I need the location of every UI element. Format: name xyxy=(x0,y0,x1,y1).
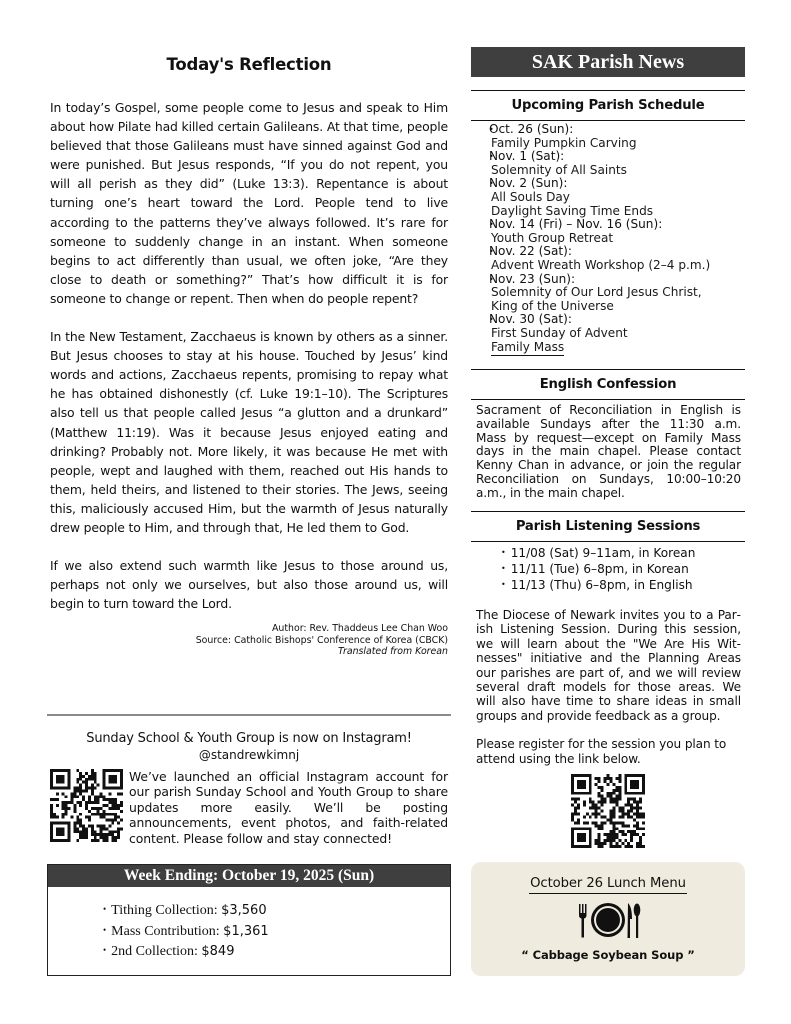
schedule-item xyxy=(479,177,745,218)
schedule-item xyxy=(479,150,745,177)
schedule-desc: First Sunday of Advent xyxy=(491,325,628,340)
instagram-announcement xyxy=(50,731,448,846)
schedule-date: • Nov. 30 (Sat): xyxy=(489,312,572,327)
lunch-menu-card xyxy=(471,862,745,976)
schedule-list xyxy=(479,123,745,356)
collection-amount: $849 xyxy=(201,944,235,959)
instagram-body: We’ve launched an official Instagram account for our parish Sunday School and Youth Group to share updates more easily. We’ll be posting announcements, event photos, and faith-related content. Please follow and stay connected! xyxy=(129,769,448,846)
schedule-date: • Nov. 1 (Sat): xyxy=(489,149,565,164)
schedule-date: • Nov. 14 (Fri) – Nov. 16 (Sun): xyxy=(489,217,663,232)
schedule-heading: Upcoming Parish Schedule xyxy=(471,90,745,121)
parish-news xyxy=(471,47,745,848)
listening-description: The Diocese of Newark invites you to a Parish Listening Session. During this session, we will learn about the "We Are His Witnesses" initiative and the Planning Areas our parishes are part of, and we will review several draft models for those areas. We will also have time to share ideas in small groups and provide feedback as a group. xyxy=(476,607,741,723)
plate-fork-knife-spoon-icon xyxy=(573,900,643,940)
session-item: • 11/11 (Tue) 6–8pm, in Korean xyxy=(501,562,745,578)
schedule-date: • Nov. 22 (Sat): xyxy=(489,244,572,259)
qr-code-icon[interactable] xyxy=(50,769,123,842)
collections-list xyxy=(103,901,450,963)
schedule-desc: Family Mass xyxy=(491,341,564,357)
collection-label: 2nd Collection: xyxy=(111,944,198,959)
instagram-handle[interactable]: @standrewkimnj xyxy=(198,748,300,762)
schedule-item xyxy=(479,273,745,314)
schedule-desc: Solemnity of All Saints xyxy=(491,162,627,177)
collection-amount: $3,560 xyxy=(221,903,267,918)
reflection-section xyxy=(50,55,448,658)
collection-item xyxy=(103,942,450,963)
schedule-desc: Daylight Saving Time Ends xyxy=(491,203,654,218)
source-line: Source: Catholic Bishops' Conference of Korea (CBCK) xyxy=(195,634,448,646)
collection-item xyxy=(103,901,450,922)
collection-label: Tithing Collection: xyxy=(111,903,218,918)
lunch-menu-title: October 26 Lunch Menu xyxy=(529,876,687,894)
listening-heading: Parish Listening Sessions xyxy=(471,511,745,542)
qr-code-icon[interactable] xyxy=(571,774,645,848)
schedule-desc: Solemnity of Our Lord Jesus Christ, xyxy=(491,285,702,300)
collections-box xyxy=(47,864,451,976)
author-line: Author: Rev. Thaddeus Lee Chan Woo xyxy=(272,623,448,635)
schedule-date: • Nov. 2 (Sun): xyxy=(489,176,568,191)
collection-amount: $1,361 xyxy=(223,923,269,939)
reflection-paragraph: In the New Testament, Zacchaeus is known by others as a sinner. But Jesus chooses to stay at his house. Touched by Jesus’ kind words and actions, Zacchaeus repents, promising to repay what he has obtained dishonestly (cf. Luke 19:1–10). The Scriptures also tell us that people called Jesus “a glutton and a drunkard” (Matthew 11:19). Was it because Jesus enjoyed eating and drinking? Probably not. More likely, it was because He met with people, wept and laughed with them, reached out His hands to them, held theirs, and listened to their stories. The Jews, seeing this, maliciously accused Him, but the warmth of Jesus naturally drew people to Him, and through that, He led them to God. xyxy=(50,329,448,535)
session-item: • 11/13 (Thu) 6–8pm, in English xyxy=(501,578,745,594)
instagram-title: Sunday School & Youth Group is now on Instagram! xyxy=(86,731,412,746)
listening-sessions xyxy=(501,546,745,595)
translation-note: Translated from Korean xyxy=(337,646,448,658)
schedule-item xyxy=(479,218,745,245)
reflection-paragraph: If we also extend such warmth like Jesus to those around us, perhaps not only we ourselves, but also those around us, will begin to turn toward the Lord. xyxy=(50,558,448,612)
schedule-date: • Nov. 23 (Sun): xyxy=(489,271,576,286)
collections-header: Week Ending: October 19, 2025 (Sun) xyxy=(48,865,450,887)
schedule-desc: King of the Universe xyxy=(491,298,614,313)
confession-text: Sacrament of Reconciliation in English is available Sundays after the 11:30 a.m. Mass by request—except on Family Mass days in the main chapel. Please contact Kenny Chan in advance, or join the regular Reconciliation on Sundays, 10:00–10:20 a.m., in the main chapel. xyxy=(476,403,741,500)
reflection-title: Today's Reflection xyxy=(166,55,332,74)
schedule-desc: All Souls Day xyxy=(491,189,570,204)
schedule-date: • Oct. 26 (Sun): xyxy=(489,122,574,136)
listening-register-note: Please register for the session you plan to attend using the link below. xyxy=(476,737,727,766)
schedule-item xyxy=(479,245,745,272)
reflection-paragraph: In today’s Gospel, some people come to Jesus and speak to Him about how Pilate had killed certain Galileans. At that time, people believed that those Galileans must have sinned against God and were punished. But Jesus responds, “If you do not repent, you will all perish as they did” (Luke 13:3). Repentance is about turning one’s heart toward the Lord. People tend to live according to the patterns they’ve always followed. It’s rare for someone to suddenly change in an instant. When someone begins to act differently than usual, we often joke, “Are they close to death or something?” That’s how difficult it is for someone to change or repent. Then when do people repent? xyxy=(50,100,448,306)
schedule-desc: Advent Wreath Workshop (2–4 p.m.) xyxy=(491,257,711,272)
parish-news-title: SAK Parish News xyxy=(471,47,745,77)
collection-item xyxy=(103,922,450,943)
schedule-desc: Family Pumpkin Carving xyxy=(491,135,637,150)
schedule-desc: Youth Group Retreat xyxy=(491,230,614,245)
confession-heading: English Confession xyxy=(471,369,745,400)
section-divider xyxy=(47,714,451,716)
schedule-item xyxy=(479,313,745,356)
collection-label: Mass Contribution: xyxy=(111,923,220,939)
schedule-item xyxy=(479,123,745,150)
reflection-credits xyxy=(50,623,448,658)
session-item: • 11/08 (Sat) 9–11am, in Korean xyxy=(501,546,745,562)
lunch-dish: “ Cabbage Soybean Soup ” xyxy=(521,948,695,962)
